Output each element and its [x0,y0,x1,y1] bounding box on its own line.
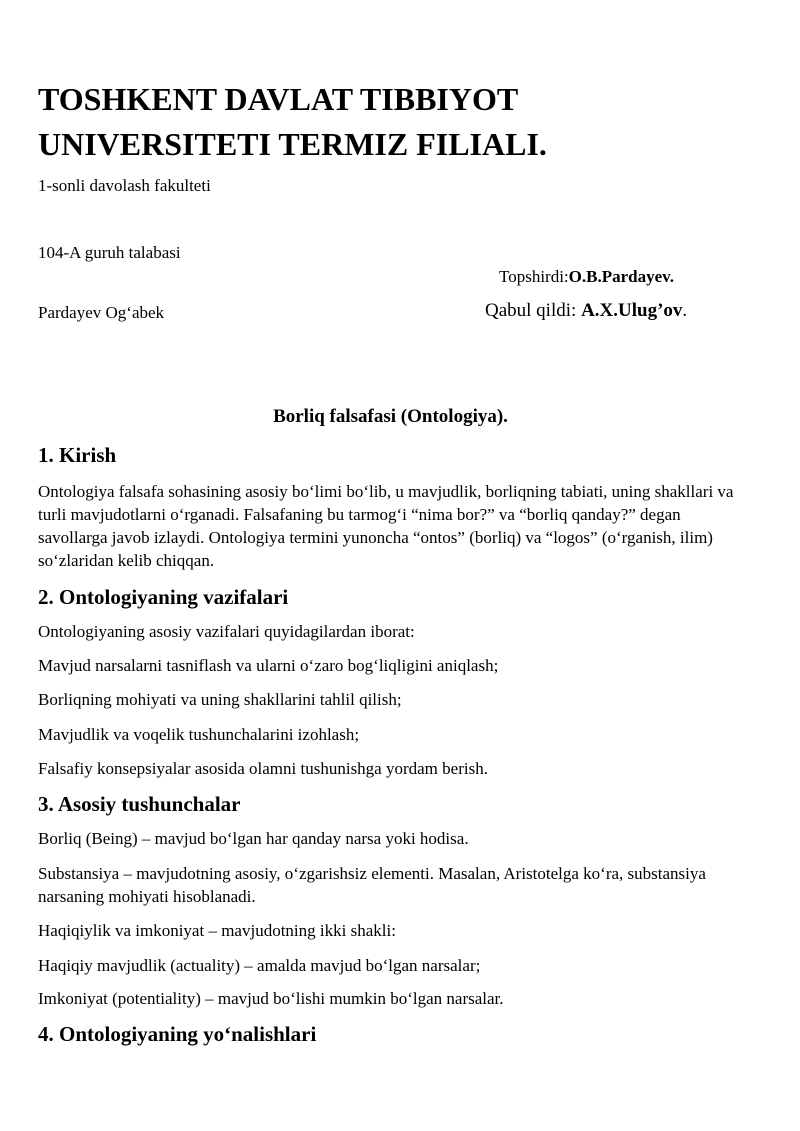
document-title: Borliq falsafasi (Ontologiya). [273,406,508,427]
accepted-name: A.X.Ulug’ov [581,300,683,321]
section-2-line: Borliqning mohiyati va uning shakllarini tahlil qilish; [38,690,402,709]
section-2-line: Falsafiy konsepsiyalar asosida olamni tushunishga yordam berish. [38,759,488,778]
student-name: Pardayev Og‘abek [38,303,165,322]
section-3-heading: 3. Asosiy tushunchalar [38,792,241,816]
submitted-by [499,266,674,288]
section-3-paragraph: Substansiya – mavjudotning asosiy, o‘zgarishsiz elementi. Masalan, Aristotelga ko‘ra, substansiya narsaning mohiyati hisoblanadi. [38,864,706,906]
section-3-line: Borliq (Being) – mavjud bo‘lgan har qanday narsa yoki hodisa. [38,829,469,848]
section-1-heading: 1. Kirish [38,443,117,467]
section-2-line: Mavjudlik va voqelik tushunchalarini izohlash; [38,725,360,744]
accepted-label: Qabul qildi: [485,300,582,321]
section-4-heading: 4. Ontologiyaning yo‘nalishlari [38,1022,317,1046]
section-3-line: Haqiqiy mavjudlik (actuality) – amalda mavjud bo‘lgan narsalar; [38,956,481,975]
submitted-label: Topshirdi: [499,267,569,286]
university-title-line-1: TOSHKENT DAVLAT TIBBIYOT [38,81,519,117]
accepted-suffix: . [682,300,688,321]
university-title-line-2: UNIVERSITETI TERMIZ FILIALI. [38,126,547,162]
section-2-line: Mavjud narsalarni tasniflash va ularni o‘zaro bog‘liqligini aniqlash; [38,656,499,675]
faculty-label: 1-sonli davolash fakulteti [38,176,211,195]
accepted-by [485,299,687,323]
section-1-paragraph: Ontologiya falsafa sohasining asosiy bo‘limi bo‘lib, u mavjudlik, borliqning tabiati, uning shakllari va turli mavjudotlarni o‘rganadi. Falsafaning bu tarmog‘i “nima bor?” va “borliq qanday?” degan savollarga javob izlaydi. Ontologiya termini yunoncha “ontos” (borliq) va “logos” (o‘rganish, ilim) so‘zlaridan kelib chiqqan. [38,482,734,570]
section-3-line: Imkoniyat (potentiality) – mavjud bo‘lishi mumkin bo‘lgan narsalar. [38,989,504,1008]
section-2-line: Ontologiyaning asosiy vazifalari quyidagilardan iborat: [38,622,415,641]
submitted-name: O.B.Pardayev. [568,267,674,286]
group-label: 104-A guruh talabasi [38,243,181,262]
section-2-heading: 2. Ontologiyaning vazifalari [38,585,289,609]
section-3-line: Haqiqiylik va imkoniyat – mavjudotning ikki shakli: [38,921,396,940]
